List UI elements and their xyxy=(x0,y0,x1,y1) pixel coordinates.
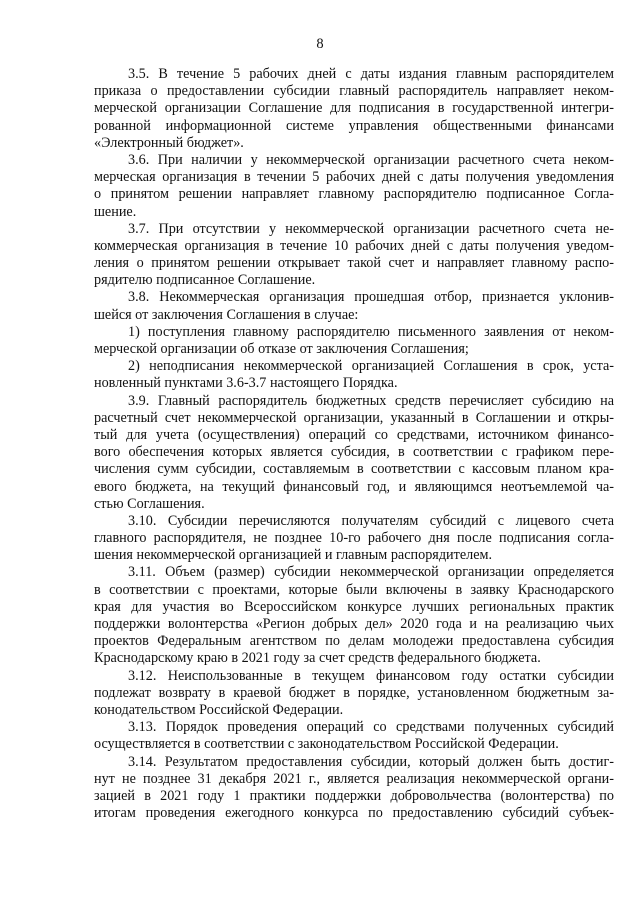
text-line: «Электронный бюджет». xyxy=(94,134,244,151)
text-line: нут не позднее 31 декабря 2021 г., является реализация некоммерческой органи- xyxy=(94,770,614,787)
text-line: коммерческая организация в течение 10 рабочих дней с даты получения уведом- xyxy=(94,237,614,254)
text-line: 3.5. В течение 5 рабочих дней с даты издания главным распорядителем xyxy=(128,66,614,82)
text-line: поддержки волонтерства «Регион добрых дел» 2020 года и на реализацию чьих xyxy=(94,616,614,632)
text-line: о принятом решении направляет главному распорядителю подписанное Согла- xyxy=(94,186,614,203)
page-number: 8 xyxy=(316,36,324,52)
paragraph xyxy=(94,668,614,720)
text-line: 2) неподписания некоммерческой организацией Соглашения в срок, уста- xyxy=(128,358,614,375)
text-line: вого обеспечения которых является субсидия, в соответствии с графиком пере- xyxy=(94,444,614,461)
text-line: осуществляется в соответствии с законодательством Российской Федерации. xyxy=(94,736,559,753)
text-line: рованной информационной системе управления общественными финансами xyxy=(94,117,614,134)
paragraph xyxy=(94,513,614,565)
text-line: подлежат возврату в краевой бюджет в порядке, установленном бюджетным за- xyxy=(94,684,614,701)
text-line: 3.9. Главный распорядитель бюджетных средств перечисляет субсидию на xyxy=(128,392,614,409)
text-line: Краснодарскому краю в 2021 году за счет средств федерального бюджета. xyxy=(94,650,541,667)
paragraph xyxy=(94,289,614,323)
text-line: шения некоммерческой организацией и главным распорядителем. xyxy=(94,547,493,564)
text-line: шейся от заключения Соглашения в случае: xyxy=(94,306,359,323)
text-line: проектов Федеральным агентством по делам молодежи предоставлена субсидия xyxy=(94,633,614,650)
text-line: конодательством Российской Федерации. xyxy=(94,701,344,718)
document-body xyxy=(94,66,614,822)
paragraph xyxy=(94,66,614,152)
text-line: рядителю подписанное Соглашение. xyxy=(94,272,316,289)
text-line: евого бюджета, на текущий финансовый год, и являющимся неотъемлемой ча- xyxy=(94,478,614,495)
paragraph xyxy=(94,152,614,221)
text-line: итогам проведения ежегодного конкурса по предоставлению субсидий субъек- xyxy=(94,805,614,822)
paragraph xyxy=(94,221,614,290)
paragraph xyxy=(94,324,614,358)
text-line: приказа о предоставлении субсидии главный распорядитель направляет неком- xyxy=(94,83,614,100)
text-line: стью Соглашения. xyxy=(94,495,205,512)
text-line: края для участия во Всероссийском конкурсе лучших региональных практик xyxy=(94,598,614,615)
text-line: 1) поступления главному распорядителю письменного заявления от неком- xyxy=(128,323,614,340)
text-line: 3.11. Объем (размер) субсидии некоммерческой организации определяется xyxy=(128,564,614,581)
text-line: мерческой организации Соглашение для подписания в государственной интегри- xyxy=(94,100,614,117)
paragraph xyxy=(94,754,614,823)
text-line: ления о принятом решении открывает такой счет и направляет главному распо- xyxy=(94,255,614,272)
paragraph xyxy=(94,719,614,753)
text-line: 3.7. При отсутствии у некоммерческой организации расчетного счета не- xyxy=(128,220,614,237)
text-line: в соответствии с проектами, которые были включены в заявку Краснодарского xyxy=(94,581,614,598)
text-line: мерческая организация в течении 5 рабочих дней с даты получения уведомления xyxy=(94,169,614,186)
text-line: 3.6. При наличии у некоммерческой организации расчетного счета неком- xyxy=(128,151,614,168)
text-line: шение. xyxy=(94,203,137,220)
text-line: 3.12. Неиспользованные в текущем финансовом году остатки субсидии xyxy=(128,667,614,684)
text-line: расчетный счет некоммерческой организации, указанный в Соглашении и откры- xyxy=(94,409,614,426)
text-line: 3.10. Субсидии перечисляются получателям субсидий с лицевого счета xyxy=(128,512,614,529)
text-line: мерческой организации об отказе от заключения Соглашения; xyxy=(94,341,469,357)
paragraph xyxy=(94,358,614,392)
text-line: 3.14. Результатом предоставления субсидии, который должен быть достиг- xyxy=(128,753,614,770)
text-line: зацией в 2021 году 1 практики поддержки добровольчества (волонтерства) по xyxy=(94,787,614,804)
text-line: новленный пунктами 3.6-3.7 настоящего Порядка. xyxy=(94,375,398,392)
paragraph xyxy=(94,564,614,667)
text-line: главного распорядителя, не позднее 10-го рабочего дня после подписания согла- xyxy=(94,530,614,547)
text-line: 3.8. Некоммерческая организация прошедшая отбор, признается уклонив- xyxy=(128,289,614,306)
paragraph xyxy=(94,393,614,513)
text-line: тый для учета (осуществления) операций со средствами, источником финансо- xyxy=(94,426,614,443)
text-line: числения сумм субсидии, составляемым в соответствии с кассовым планом кра- xyxy=(94,461,614,478)
text-line: 3.13. Порядок проведения операций со средствами полученных субсидий xyxy=(128,719,614,736)
